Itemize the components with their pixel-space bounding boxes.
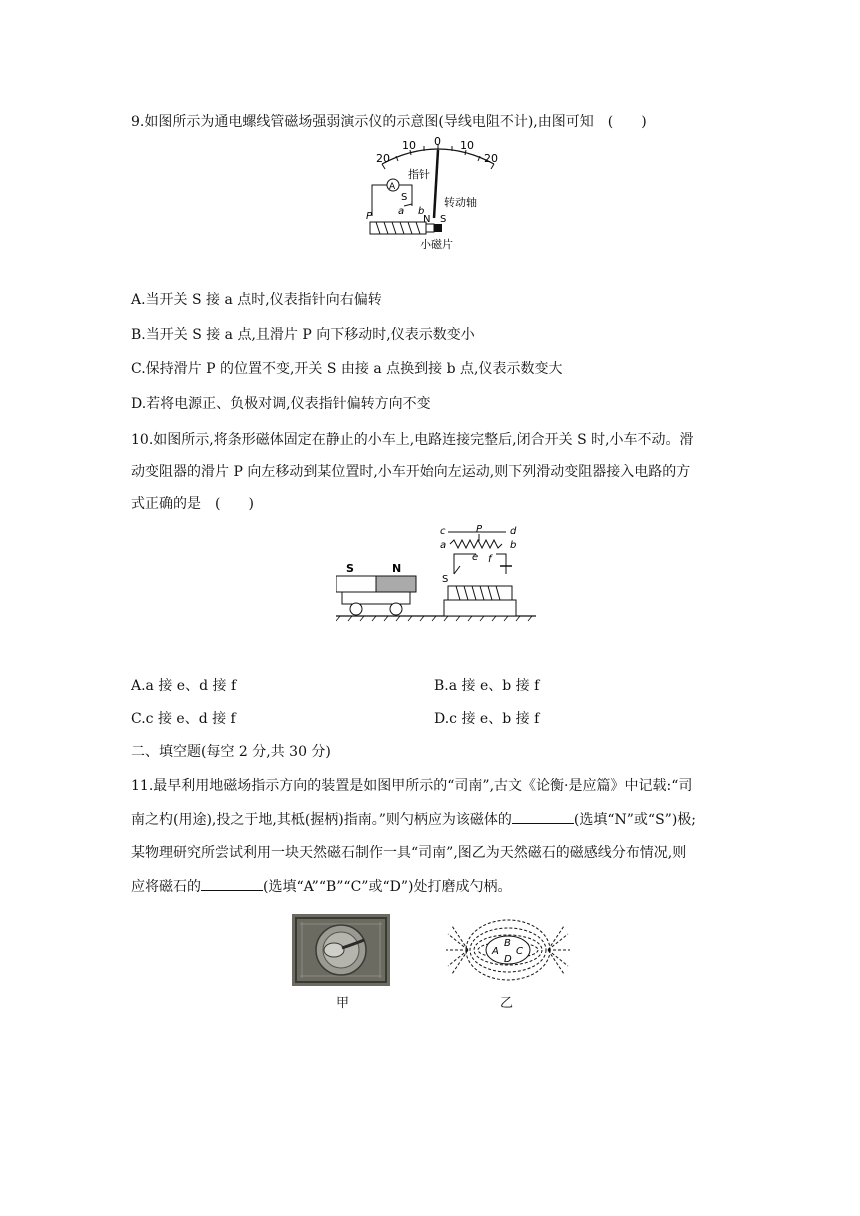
cart-body bbox=[342, 592, 410, 604]
q11-line2-text-end: (选填“N”或“S”)极; bbox=[573, 812, 697, 828]
sinan-compass-image bbox=[292, 914, 390, 986]
pointer-label: 指针 bbox=[408, 168, 430, 181]
caption-jia: 甲 bbox=[336, 996, 350, 1011]
magnet-n-label: N bbox=[392, 562, 402, 575]
terminal-d: d bbox=[510, 526, 517, 537]
spoon-bowl bbox=[324, 943, 344, 957]
scale-label: 0 bbox=[434, 136, 441, 148]
q9-option-d: D.若将电源正、负极对调,仪表指针偏转方向不变 bbox=[131, 396, 431, 412]
terminal-e: e bbox=[472, 552, 479, 563]
point-b: b bbox=[418, 206, 425, 217]
cart-solenoid-diagram bbox=[336, 524, 536, 624]
q9-option-c: C.保持滑片 P 的位置不变,开关 S 由接 a 点换到接 b 点,仪表示数变大 bbox=[131, 361, 563, 377]
slider-p: P bbox=[476, 524, 483, 535]
scale-label: 20 bbox=[484, 152, 498, 165]
q11-line4 bbox=[131, 876, 511, 897]
label-c: C bbox=[516, 946, 523, 957]
q9-stem: 9.如图所示为通电螺线管磁场强弱演示仪的示意图(导线电阻不计),由图可知 ( ) bbox=[131, 114, 647, 130]
q10-stem-line3: 式正确的是 ( ) bbox=[131, 496, 254, 512]
magnet-s-half bbox=[336, 576, 376, 592]
label-d: D bbox=[504, 954, 512, 965]
q11-line1: 11.最早利用地磁场指示方向的装置是如图甲所示的“司南”,古文《论衡·是应篇》中记载:“司 bbox=[131, 778, 693, 794]
caption-yi: 乙 bbox=[500, 996, 514, 1011]
label-b: B bbox=[504, 938, 511, 949]
terminal-b: b bbox=[510, 540, 517, 551]
answer-blank-1[interactable] bbox=[512, 809, 574, 824]
q10-option-a: A.a 接 e、d 接 f bbox=[131, 678, 237, 694]
q11-line2 bbox=[131, 809, 696, 830]
q10-figure bbox=[336, 524, 536, 628]
terminal-c: c bbox=[440, 526, 446, 537]
q10-option-b: B.a 接 e、b 接 f bbox=[434, 678, 540, 694]
point-a: a bbox=[398, 206, 405, 217]
magnet-label: 小磁片 bbox=[420, 238, 453, 251]
ammeter-label: A bbox=[389, 182, 396, 192]
terminal-f: f bbox=[488, 554, 492, 565]
lodestone-field-figure bbox=[446, 914, 570, 990]
cart-wheel bbox=[350, 603, 362, 615]
pole-n: N bbox=[423, 214, 431, 225]
q10-option-c: C.c 接 e、d 接 f bbox=[131, 711, 236, 727]
sinan-compass-figure bbox=[292, 914, 390, 990]
q10-stem-line1: 10.如图所示,将条形磁体固定在静止的小车上,电路连接完整后,闭合开关 S 时,小车不动。滑 bbox=[131, 432, 694, 448]
cart-wheel bbox=[390, 603, 402, 615]
q11-line4-text-end: (选填“A”“B”“C”或“D”)处打磨成勺柄。 bbox=[263, 879, 512, 895]
q11-line3: 某物理研究所尝试利用一块天然磁石制作一具“司南”,图乙为天然磁石的磁感线分布情况,则 bbox=[131, 845, 687, 861]
rheostat-coil bbox=[450, 540, 502, 548]
q9-option-a: A.当开关 S 接 a 点时,仪表指针向右偏转 bbox=[131, 292, 382, 308]
switch-label: S bbox=[442, 574, 449, 585]
magnet-s-label: S bbox=[346, 562, 354, 575]
field-lines-diagram bbox=[446, 914, 570, 986]
pole-s: S bbox=[440, 214, 447, 225]
solenoid-meter-diagram bbox=[360, 136, 520, 254]
q10-stem-line2: 动变阻器的滑片 P 向左移动到某位置时,小车开始向左运动,则下列滑动变阻器接入电路的方 bbox=[131, 464, 691, 480]
axis-label: 转动轴 bbox=[444, 196, 477, 209]
section-title: 二、填空题(每空 2 分,共 30 分) bbox=[131, 744, 331, 760]
q9-option-b: B.当开关 S 接 a 点,且滑片 P 向下移动时,仪表示数变小 bbox=[131, 327, 475, 343]
q10-option-d: D.c 接 e、b 接 f bbox=[434, 711, 540, 727]
label-a: A bbox=[492, 946, 499, 957]
solenoid-base bbox=[444, 600, 516, 616]
slider-p: P bbox=[366, 211, 373, 222]
switch-label: S bbox=[401, 192, 408, 203]
q11-line4-text: 应将磁石的 bbox=[131, 879, 201, 895]
q11-line2-text: 南之杓(用途),投之于地,其柢(握柄)指南。”则勺柄应为该磁体的 bbox=[131, 812, 512, 828]
q9-figure bbox=[360, 136, 520, 258]
pointer bbox=[434, 150, 438, 218]
terminal-a: a bbox=[440, 540, 447, 551]
magnet-n-half bbox=[376, 576, 416, 592]
answer-blank-2[interactable] bbox=[201, 876, 263, 891]
scale-label: 10 bbox=[460, 139, 474, 152]
scale-label: 20 bbox=[376, 152, 390, 165]
scale-label: 10 bbox=[402, 139, 416, 152]
